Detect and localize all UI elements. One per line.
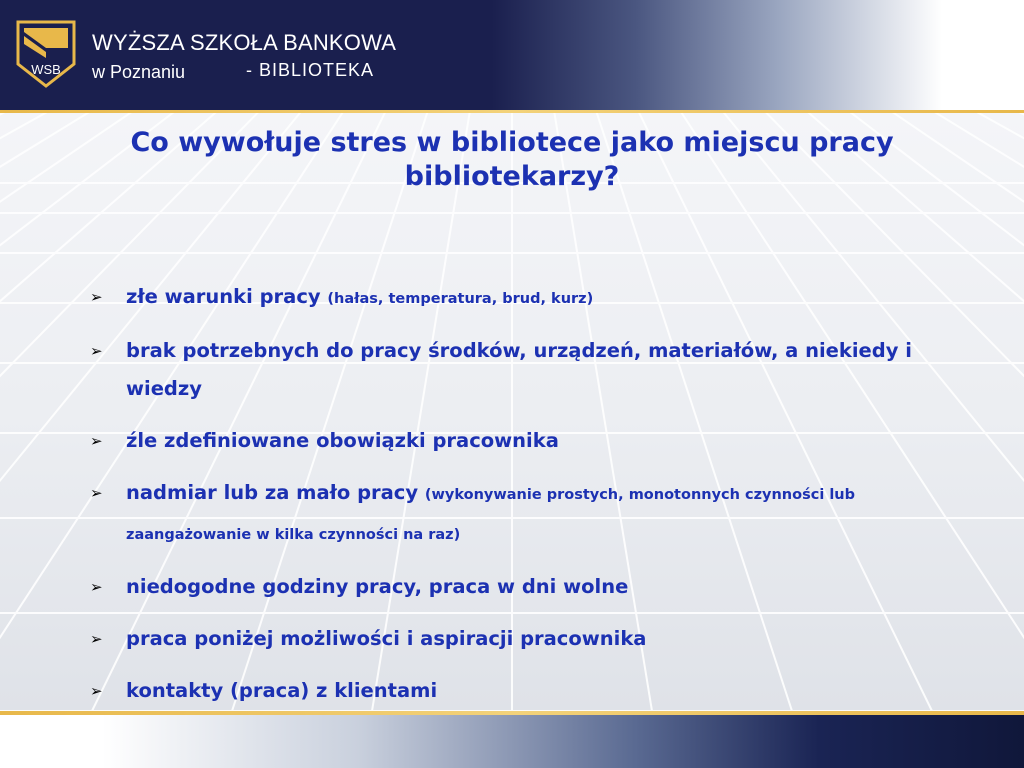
list-item	[90, 568, 970, 606]
school-name: WYŻSZA SZKOŁA BANKOWA	[92, 30, 397, 55]
list-item	[90, 672, 970, 710]
item-text: praca poniżej możliwości i aspiracji pracownika	[126, 627, 647, 650]
school-city: w Poznaniu	[92, 62, 186, 82]
item-text: kontakty (praca) z klientami	[126, 679, 438, 702]
stress-causes-list	[90, 278, 970, 724]
library-label: - BIBLIOTEKA	[246, 60, 375, 80]
arrow-bullet-icon: ➢	[90, 484, 103, 502]
arrow-bullet-icon: ➢	[90, 682, 103, 700]
item-note: (wykonywanie prostych, monotonnych czynności lub zaangażowanie w kilka czynności na raz)	[126, 487, 856, 543]
list-item	[90, 332, 970, 408]
arrow-bullet-icon: ➢	[90, 288, 103, 306]
list-item	[90, 474, 970, 554]
header-bar	[0, 0, 1024, 110]
item-text: nadmiar lub za mało pracy	[126, 481, 419, 504]
list-item	[90, 278, 970, 318]
item-text: brak potrzebnych do pracy środków, urządzeń, materiałów, a niekiedy i wiedzy	[126, 339, 912, 400]
logo-text: WSB	[31, 62, 61, 77]
list-item	[90, 422, 970, 460]
item-text: źle zdefiniowane obowiązki pracownika	[126, 429, 559, 452]
slide-title: Co wywołuje stres w bibliotece jako miejscu pracy bibliotekarzy?	[130, 127, 894, 192]
footer-bar	[0, 715, 1024, 768]
item-text: niedogodne godziny pracy, praca w dni wolne	[126, 575, 629, 598]
arrow-bullet-icon: ➢	[90, 630, 103, 648]
wsb-logo	[16, 18, 76, 88]
arrow-bullet-icon: ➢	[90, 432, 103, 450]
list-item	[90, 620, 970, 658]
arrow-bullet-icon: ➢	[90, 342, 103, 360]
arrow-bullet-icon: ➢	[90, 578, 103, 596]
item-text: złe warunki pracy	[126, 285, 321, 308]
item-note: (hałas, temperatura, brud, kurz)	[327, 291, 594, 307]
